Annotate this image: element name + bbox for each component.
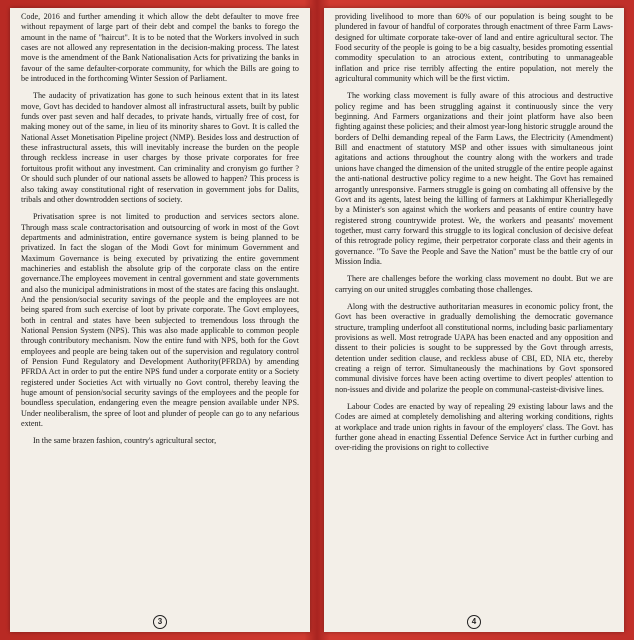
paragraph: There are challenges before the working class movement no doubt. But we are carrying on our united struggles combating those challenges. (335, 274, 613, 294)
paragraph: The audacity of privatization has gone to such heinous extent that in its latest move, Govt has decided to handover almost all infrastructural assets, built by public funds over past seven and half decades, to private hands, virtually free of cost, for making money out of the same, in lieu of its minority shares to Govt. It is called the National Asset Monetisation Pipeline project (NMP). Besides loss and destruction of these infrastructural assets, this will inevitably increase the burden on the people through reckless increase in user charges by those private corporates for free fortuitous profit without any investment. Can criminality and cronyism go further ? Or should such plunder of our national assets be allowed to happen? This process is also taking away constitutional right of reservation in government jobs for Dalits, tribals and other downtrodden sections of society. (21, 91, 299, 204)
page-number: 3 (153, 615, 167, 629)
paragraph: Along with the destructive authoritarian measures in economic policy front, the Govt has been overactive in gradually demolishing the democratic governance structure, trampling underfoot all constitutional norms, including basic parliamentary provisions as well. Most retrograde UAPA has been enacted and any opposition and dissent to their policies is sought to be suppressed by the Govt through arrests, detention under sedition clause, and reckless abuse of CBI, ED, NIA etc, thereby creating a reign of terror. Simultaneously the machinations by Govt sponsored communal divisive forces have been acting overtime to divert peoples' attention to non-issues and divide and polarize the people on communal-casteist-divisive lines. (335, 301, 613, 394)
paragraph: Code, 2016 and further amending it which allow the debt defaulter to move free without repayment of large part of their debt and compel the banks to forego the amount in the name of "haircut". It is to be noted that the Workers involved in such cases are not allowed any representation in the decision-making process. The latest move is the amendment of the Bank Nationalisation Acts for privatizing the banks in favour of the same defaulter-corporate community, for which the Bills are going to be introduced in the forthcoming Winter Session of Parliament. (21, 12, 299, 84)
paragraph: Privatisation spree is not limited to production and services sectors alone. Through mass scale contractorisation and outsourcing of work in most of the Govt departments and administration, entire governance system is being planned to be privatized. In fact the slogan of the Modi Govt for minimum Government and Maximum Governance is being executed by privatizing the entire government machineries and establish the absolute grip of the corporate class on the entire governance.The employees movement in central government and state governments and also the municipal administrations in most of the states are facing this onslaught. And the pension/social security savings of the people and the employees are not being spared from such exercise of loot by private corporate. The Govt employees, both in central and states have been subjected to tremendous loss through the National Pension System (NPS). This was also made applicable to common people through contributory mechanism. Now the entire fund with NPS, both for the Govt employees and people are being taken out of the supervision and regulatory control of Pension Fund Regulatory and Development Authority(PFRDA) by amending PFRDA Act in order to put the entire NPS fund under a corporate entity or a Society registered under Societies Act with virtually no Govt control, thereby leaving the huge amount of pension/social security savings of the employees and the people for boundless speculation, endangering even the meagre pension available under NPS. Under neoliberalism, the spree of loot and plunder of people can go to any nefarious extent. (21, 212, 299, 429)
paragraph: Labour Codes are enacted by way of repealing 29 existing labour laws and the Codes are aimed at completely demolishing and altering working conditions, rights at workplace and trade union rights in favour of the employers' class. The Govt. has further gone ahead in enacting Essential Defence Service Act in further curbing and over-riding the provisions on right to collective (335, 402, 613, 453)
text-column-left (21, 12, 299, 614)
page-left (10, 8, 310, 632)
page-right (324, 8, 624, 632)
page-number: 4 (467, 615, 481, 629)
paragraph: In the same brazen fashion, country's agricultural sector, (33, 436, 217, 446)
paragraph: providing livelihood to more than 60% of our population is being sought to be plundered in favour of handful of corporates through enactment of three Farm Laws- designed for ultimate corporate take-over of land and entire agricultural sector. The Food security of the people is going to be a big casualty, besides promoting essential commodity speculation to an atrocious extent, contributing to unmanageable inflation and price rise terribly affecting the entire population, not merely the agricultural community which will be the first victim. (335, 12, 613, 84)
text-column-right (335, 12, 613, 614)
paragraph: The working class movement is fully aware of this atrocious and destructive policy regime and has been struggling against it continuously since the very beginning. And Farmers organizations and their joint platform have also been fighting against these policies; and their almost year-long historic struggle around the borders of Delhi demanding repeal of the Farm Laws, the Electricity (Amendment) Bill and enactment of statutory MSP and other issues with simultaneous joint agitations and actions throughout the country along with the workers and trade unions have changed the dimension of the united struggle of the entire people against the anti-national destructive policy regime to a new height. The Govt has remained arrogantly unresponsive. Farmers struggle is going on combating all offensive by the Govt and its agents, latest being the killing of farmers at Lakhimpur Kheriallegedly by a Minister's son against which the workers and peasants of entire country have registered strong countrywide protest. We, the workers and peasants' movement together, must carry forward this struggle to its logical conclusion of decisive defeat of this retrograde policy regime, their perpetrator corporate class and their agents in governance. "To Save the People and Save the Nation" must be the battle cry of our Mission India. (335, 91, 613, 266)
